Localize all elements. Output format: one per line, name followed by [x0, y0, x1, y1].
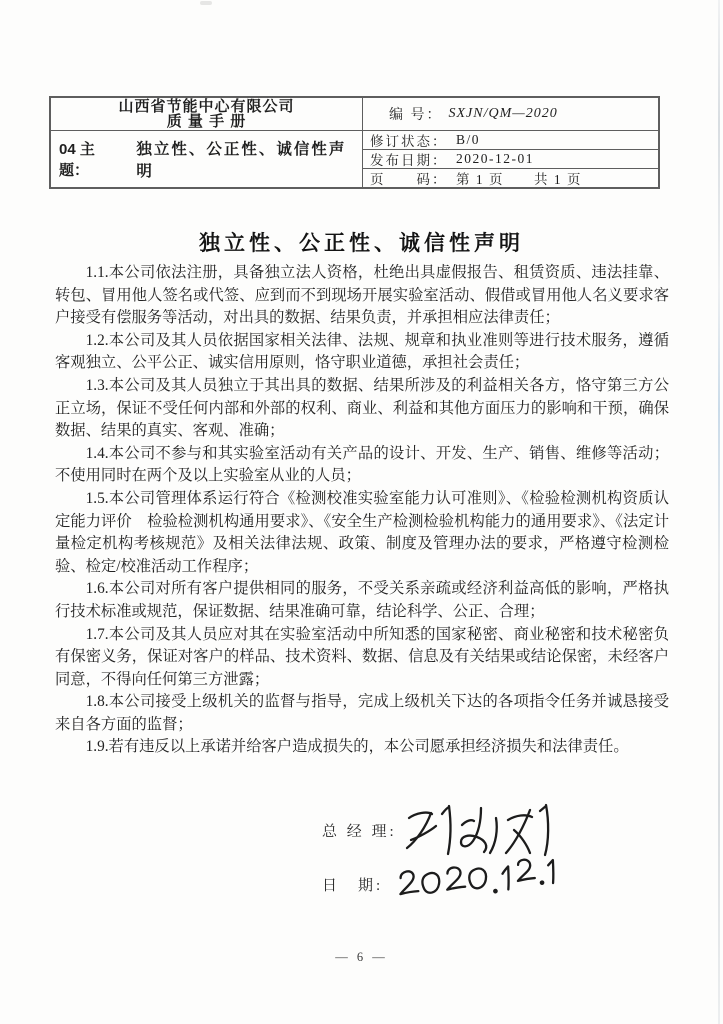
declaration-paragraph-1-7: 1.7.本公司及其人员应对其在实验室活动中所知悉的国家秘密、商业秘密和技术秘密负有保密义务，保证对客户的样品、技术资料、数据、信息及有关结果或结论保密，未经客户同意，不得向任何第三方泄露； [55, 625, 669, 688]
issue-date-row [362, 149, 658, 168]
footer-page-number: — 6 — [335, 950, 388, 964]
general-manager-label: 总 经 理: [322, 824, 397, 840]
page-number-row [362, 168, 658, 187]
page-number-value: 第 1 页 共 1 页 [456, 172, 582, 187]
signature-strokes [404, 801, 556, 857]
manual-title: 质 量 手 册 [166, 113, 247, 130]
doc-number-value: SXJN/QM—2020 [448, 106, 558, 121]
issue-date-label: 发布日期： [370, 153, 448, 168]
page-number-label: 页 码： [370, 172, 448, 187]
declaration-paragraph-1-6: 1.6.本公司对所有客户提供相同的服务，不受关系亲疏或经济利益高低的影响，严格执行技术标准或规范，保证数据、结果准确可靠，结论科学、公正、合理； [55, 580, 669, 620]
revision-status-label: 修订状态： [370, 134, 448, 149]
declaration-paragraph-1-8: 1.8.本公司接受上级机关的监督与指导，完成上级机关下达的各项指令任务并诚恳接受来自各方面的监督； [55, 693, 669, 733]
declaration-paragraph-1-5: 1.5.本公司管理体系运行符合《检测校准实验室能力认可准则》、《检验检测机构资质认定能力评价 检验检测机构通用要求》、《安全生产检测检验机构能力的通用要求》、《法定计量检定机构考核规范》及相关法律法规、政策、制度及管理办法的要求，严格遵守检测检验、检定/校准活动工作程序； [55, 489, 669, 575]
date-handwriting [395, 856, 562, 912]
subject-label: 04 主题： [59, 141, 95, 179]
company-name: 山西省节能中心有限公司 [118, 97, 295, 115]
declaration-paragraph-1-9: 1.9.若有违反以上承诺并给客户造成损失的，本公司愿承担经济损失和法律责任。 [85, 738, 629, 756]
date-strokes [395, 856, 562, 907]
doc-number-label: 编 号： [389, 108, 443, 123]
page-title: 独立性、公正性、诚信性声明 [199, 232, 524, 255]
declaration-paragraph-1-4: 1.4.本公司不参与和其实验室活动有关产品的设计、开发、生产、销售、维修等活动；不使用同时在两个及以上实验室从业的人员； [55, 444, 669, 485]
document-header-table [49, 96, 660, 189]
subject-cell [51, 130, 362, 187]
revision-status-value: B/0 [456, 132, 481, 147]
declaration-paragraph-1-2: 1.2.本公司及其人员依据国家相关法律、法规、规章和执业准则等进行技术服务，遵循客观独立、公平公正、诚实信用原则，恪守职业道德，承担社会责任； [55, 331, 669, 372]
general-manager-signature-handwriting [404, 801, 556, 862]
issue-date-value: 2020-12-01 [456, 151, 534, 166]
subject-value: 独立性、公正性、诚信性声明 [136, 141, 347, 180]
revision-status-row [362, 130, 658, 149]
doc-number-cell [362, 98, 658, 130]
scan-edge-line [718, 0, 720, 1024]
declaration-paragraph-1-3: 1.3.本公司及其人员独立于其出具的数据、结果所涉及的利益相关各方，恪守第三方公正立场，保证不受任何内部和外部的权利、商业、利益和其他方面压力的影响和干预，确保数据、结果的真实、客观、准确； [55, 376, 669, 440]
declaration-paragraph-1-1: 1.1.本公司依法注册，具备独立法人资格，杜绝出具虚假报告、租赁资质、违法挂靠、转包、冒用他人签名或代签、应到而不到现场开展实验室活动、假借或冒用他人名义要求客户接受有偿服务等活动，对出具的数据、结果负责，并承担相应法律责任； [55, 264, 669, 327]
company-header-cell [51, 98, 362, 130]
date-label: 日 期: [322, 878, 384, 894]
declaration-body [55, 262, 669, 759]
scan-smudge [200, 1, 212, 5]
